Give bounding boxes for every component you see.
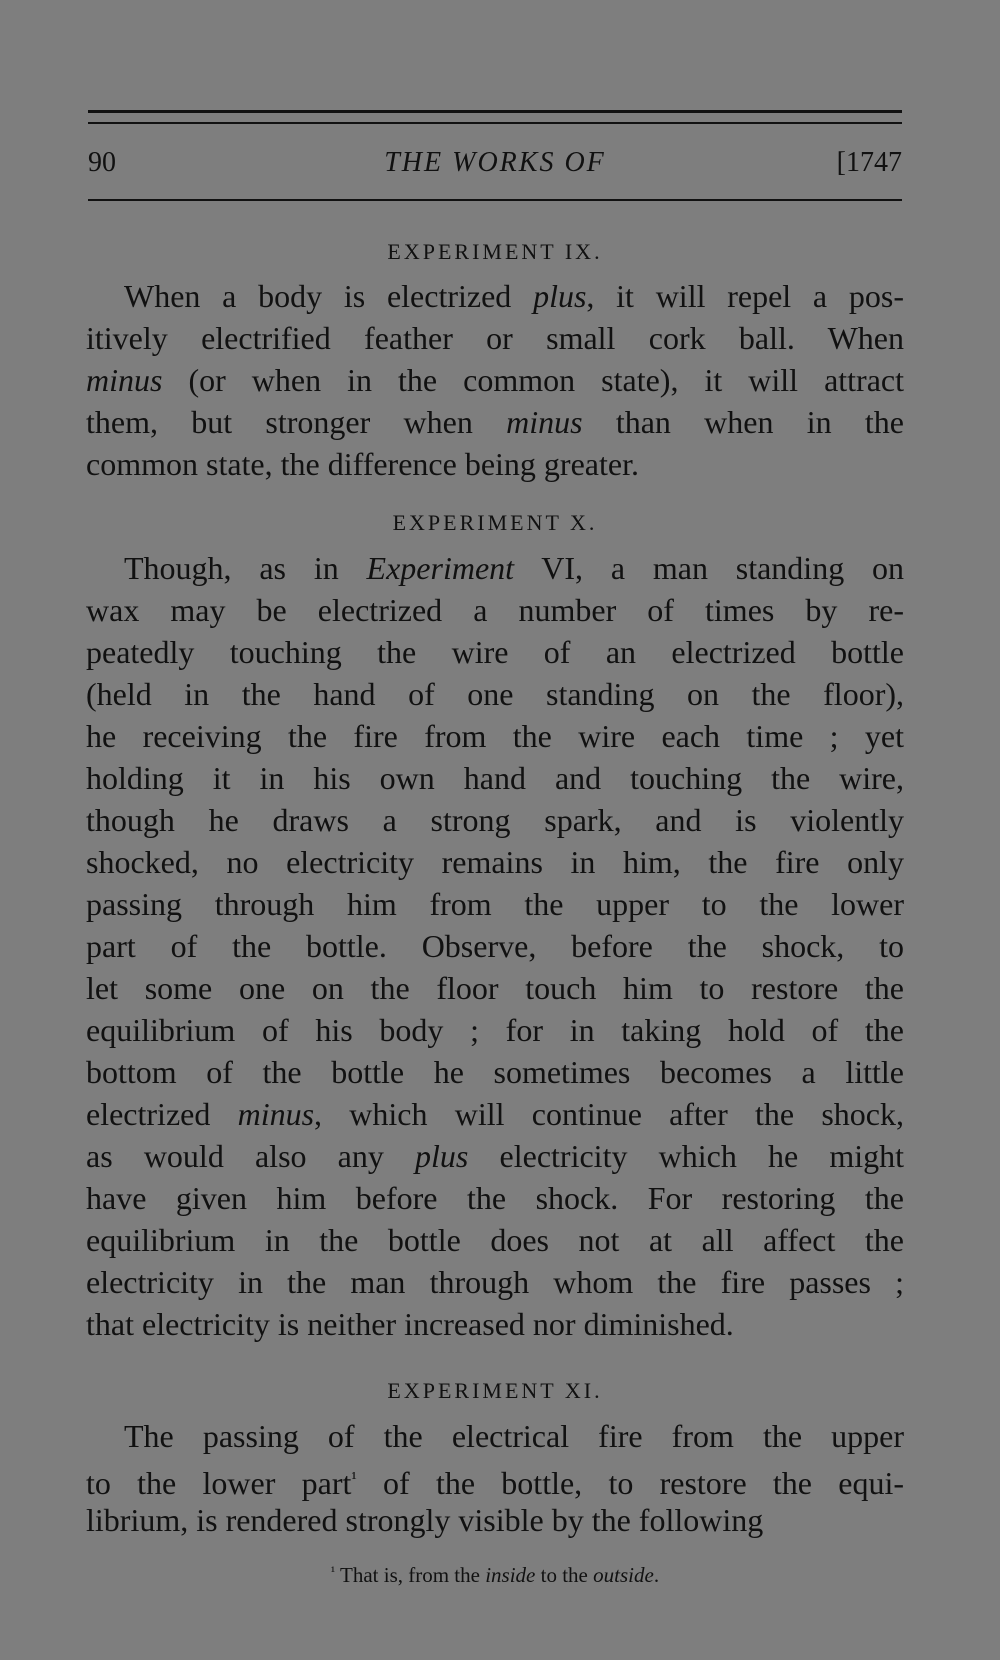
text-line — [86, 1093, 904, 1135]
text-line — [86, 1051, 904, 1093]
text-span: VI, a man standing on — [514, 550, 905, 586]
text-span: peatedly touching the wire of an electrized bottle — [86, 634, 904, 670]
text-span: librium, is rendered strongly visible by the following — [86, 1502, 764, 1538]
section-heading: EXPERIMENT IX. — [387, 239, 603, 264]
text-span: bottom of the bottle he sometimes becomes a little — [86, 1054, 904, 1090]
text-line — [86, 1415, 904, 1457]
paragraph-experiment-xi — [86, 1415, 904, 1541]
page-number: 90 — [88, 147, 116, 178]
text-line — [86, 1135, 904, 1177]
text-line — [86, 1177, 904, 1219]
emphasized-word: plus — [415, 1138, 469, 1174]
text-span: common state, the difference being greater. — [86, 446, 639, 482]
text-line — [86, 1261, 904, 1303]
text-line — [86, 883, 904, 925]
text-span: that electricity is neither increased nor diminished. — [86, 1306, 734, 1342]
text-span: though he draws a strong spark, and is violently — [86, 802, 904, 838]
text-line — [86, 1457, 904, 1499]
text-span: wax may be electrized a number of times by re- — [86, 592, 904, 628]
text-span: (or when in the common state), it will attract — [162, 362, 904, 398]
text-line — [86, 317, 904, 359]
text-span: part of the bottle. Observe, before the shock, to — [86, 928, 904, 964]
text-line — [86, 799, 904, 841]
running-title: THE WORKS OF — [384, 147, 606, 178]
text-line — [86, 925, 904, 967]
emphasized-word: minus — [237, 1096, 315, 1132]
text-span: , it will repel a pos- — [586, 278, 905, 314]
text-span: them, but stronger when — [86, 404, 507, 440]
header-rule-second — [88, 122, 902, 124]
text-span: of the bottle, to restore the equi- — [356, 1465, 905, 1501]
footnote-text: to the — [535, 1563, 594, 1587]
text-span: as would also any — [86, 1138, 416, 1174]
paragraph-experiment-x — [86, 547, 904, 1345]
text-span: equilibrium in the bottle does not at all affect the — [86, 1222, 904, 1258]
emphasized-word: minus — [86, 362, 163, 398]
text-line — [86, 589, 904, 631]
section-heading: EXPERIMENT X. — [392, 510, 598, 535]
footnote-text: . — [653, 1563, 660, 1587]
text-line — [86, 1499, 904, 1541]
emphasized-word: minus — [506, 404, 583, 440]
section-heading: EXPERIMENT XI. — [387, 1378, 603, 1403]
text-line — [86, 715, 904, 757]
running-header — [88, 143, 902, 183]
footnote-emphasis: outside — [593, 1563, 654, 1587]
text-span: itively electrified feather or small cork ball. When — [86, 320, 904, 356]
footnote-emphasis: inside — [485, 1563, 536, 1587]
text-span: Though, as in — [124, 550, 367, 586]
text-line — [86, 401, 904, 443]
footnote-text: That is, from the — [335, 1563, 486, 1587]
text-span: electricity which he might — [468, 1138, 904, 1174]
text-span: have given him before the shock. For restoring the — [86, 1180, 904, 1216]
text-span: to the lower part — [86, 1465, 352, 1501]
text-line — [86, 1219, 904, 1261]
text-line — [86, 841, 904, 883]
text-line — [86, 275, 904, 317]
text-line — [86, 1009, 904, 1051]
text-span: The passing of the electrical fire from the upper — [124, 1418, 904, 1454]
text-span: electrized — [86, 1096, 238, 1132]
footnote — [88, 1558, 902, 1590]
text-span: (held in the hand of one standing on the floor), — [86, 676, 904, 712]
emphasized-word: plus — [533, 278, 587, 314]
text-span: holding it in his own hand and touching the wire, — [86, 760, 904, 796]
text-line — [86, 673, 904, 715]
header-year: [1747 — [836, 147, 902, 178]
text-span: When a body is electrized — [124, 278, 534, 314]
text-line — [86, 631, 904, 673]
text-line — [86, 443, 904, 485]
text-span: electricity in the man through whom the fire passes ; — [86, 1264, 904, 1300]
text-line — [86, 1303, 904, 1345]
footnote-marker: ¹ — [330, 1565, 336, 1580]
footnote-reference: ¹ — [351, 1468, 357, 1488]
text-span: let some one on the floor touch him to restore the — [86, 970, 904, 1006]
text-span: , which will continue after the shock, — [314, 1096, 905, 1132]
paragraph-experiment-ix — [86, 275, 904, 485]
text-span: shocked, no electricity remains in him, the fire only — [86, 844, 904, 880]
text-line — [86, 757, 904, 799]
header-rule-top — [88, 110, 902, 113]
text-line — [86, 359, 904, 401]
text-span: he receiving the fire from the wire each time ; yet — [86, 718, 904, 754]
text-line — [86, 547, 904, 589]
header-rule-bottom — [88, 199, 902, 201]
text-span: than when in the — [582, 404, 905, 440]
text-line — [86, 967, 904, 1009]
text-span: equilibrium of his body ; for in taking hold of the — [86, 1012, 904, 1048]
text-span: passing through him from the upper to the lower — [86, 886, 904, 922]
emphasized-word: Experiment — [366, 550, 515, 586]
